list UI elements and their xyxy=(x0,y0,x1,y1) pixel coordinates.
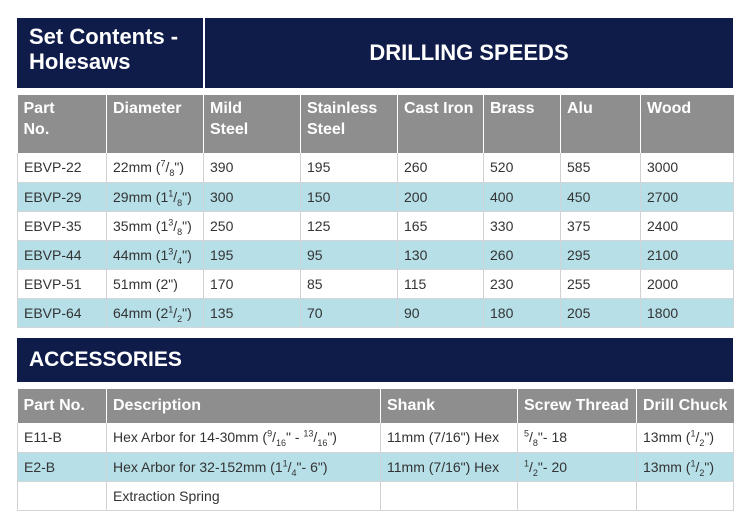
accessories-table xyxy=(17,389,734,511)
speed-table-body xyxy=(18,153,734,327)
stainless-steel-speed: 95 xyxy=(307,246,323,263)
fraction-slash: / xyxy=(272,429,276,446)
wood-speed-cell xyxy=(641,153,734,182)
description-cell xyxy=(107,481,381,510)
accessories-heading xyxy=(17,338,733,382)
column-header-line1: Diameter xyxy=(113,100,182,117)
screw-thread: "- 18 xyxy=(537,429,568,446)
diameter-mm: 29mm ( xyxy=(113,188,161,205)
table-row xyxy=(18,298,734,327)
diameter-mm: 35mm ( xyxy=(113,217,161,234)
diameter-fraction xyxy=(168,216,183,237)
column-header: Description xyxy=(107,389,381,423)
alu-speed: 450 xyxy=(567,188,591,205)
column-header-line2: Steel xyxy=(307,121,346,138)
stainless-steel-speed-cell xyxy=(301,269,398,298)
description: Hex Arbor for 32-152mm (1 xyxy=(113,458,283,475)
diameter-cell xyxy=(107,240,204,269)
column-header xyxy=(641,95,734,153)
diameter-mm: 64mm ( xyxy=(113,304,161,321)
mild-steel-speed: 250 xyxy=(210,217,234,234)
part-number-cell xyxy=(18,481,107,510)
fraction-slash: / xyxy=(287,458,292,475)
fraction-numerator: 7 xyxy=(160,158,166,169)
fraction-numerator: 1 xyxy=(282,457,288,468)
brass-speed: 400 xyxy=(490,188,514,205)
set-contents-line1: Set Contents - xyxy=(29,24,179,49)
fraction-numerator: 5 xyxy=(524,428,530,439)
wood-speed: 2000 xyxy=(647,275,679,292)
part-number-cell xyxy=(18,298,107,327)
fraction-denominator: 8 xyxy=(177,226,183,237)
fraction-slash: / xyxy=(695,458,700,475)
wood-speed-cell xyxy=(641,269,734,298)
diameter-close: ") xyxy=(182,188,192,205)
diameter-mm: 44mm ( xyxy=(113,246,161,263)
column-header: Screw Thread xyxy=(518,389,637,423)
column-header-line1: Part xyxy=(23,100,55,117)
drill-chuck-fraction xyxy=(690,457,705,478)
table-row xyxy=(18,182,734,211)
diameter-close: ") xyxy=(174,159,185,176)
drill-chuck-close: ") xyxy=(704,458,715,475)
column-header xyxy=(204,95,301,153)
cast-iron-speed: 165 xyxy=(404,217,428,234)
stainless-steel-speed: 195 xyxy=(307,159,331,176)
column-header-line1: Cast Iron xyxy=(404,100,474,117)
alu-speed-cell xyxy=(561,298,641,327)
cast-iron-speed-cell xyxy=(398,182,484,211)
fraction-numerator: 9 xyxy=(267,428,273,439)
diameter-close: ") xyxy=(182,304,192,321)
diameter-close: ") xyxy=(182,217,192,234)
column-header-line1: Alu xyxy=(567,100,593,117)
fraction-denominator: 8 xyxy=(532,438,538,449)
description-fraction xyxy=(303,428,328,449)
alu-speed-cell xyxy=(561,153,641,182)
fraction-denominator: 8 xyxy=(169,168,175,179)
diameter-cell xyxy=(107,153,204,182)
accessories-table-header xyxy=(18,389,734,423)
cast-iron-speed-cell xyxy=(398,211,484,240)
fraction-slash: / xyxy=(165,159,170,176)
alu-speed: 205 xyxy=(567,304,591,321)
brass-speed-cell xyxy=(484,240,561,269)
description-end: ") xyxy=(327,429,337,446)
diameter-fraction xyxy=(168,245,183,266)
set-contents-heading xyxy=(17,18,203,88)
table-row xyxy=(18,269,734,298)
accessories-title: ACCESSORIES xyxy=(29,348,182,371)
description-mid: "- 6") xyxy=(296,458,328,475)
diameter-cell xyxy=(107,182,204,211)
part-number: EBVP-51 xyxy=(24,275,82,292)
diameter-close: ") xyxy=(182,246,192,263)
cast-iron-speed: 260 xyxy=(404,159,428,176)
alu-speed: 255 xyxy=(567,275,591,292)
screw-thread-cell xyxy=(518,452,637,481)
cast-iron-speed-cell xyxy=(398,153,484,182)
screw-thread: "- 20 xyxy=(537,458,568,475)
cast-iron-speed: 90 xyxy=(404,304,420,321)
shank-cell xyxy=(381,423,518,452)
brass-speed: 520 xyxy=(490,159,514,176)
mild-steel-speed-cell xyxy=(204,211,301,240)
stainless-steel-speed: 70 xyxy=(307,304,323,321)
stainless-steel-speed-cell xyxy=(301,211,398,240)
drilling-speeds-heading xyxy=(203,18,733,88)
shank-cell xyxy=(381,481,518,510)
shank: 11mm (7/16") Hex xyxy=(387,429,500,446)
mild-steel-speed: 195 xyxy=(210,246,234,263)
cast-iron-speed: 115 xyxy=(404,275,427,292)
part-number: EBVP-44 xyxy=(24,246,82,263)
drill-chuck-cell xyxy=(637,452,734,481)
diameter-whole-inch: 1 xyxy=(160,188,169,205)
cast-iron-speed-cell xyxy=(398,240,484,269)
column-header-line1: Mild xyxy=(210,100,242,117)
drill-chuck-cell xyxy=(637,481,734,510)
fraction-denominator: 8 xyxy=(177,197,183,208)
fraction-slash: / xyxy=(173,246,178,263)
diameter-whole-inch: 2 xyxy=(160,304,169,321)
fraction-numerator: 3 xyxy=(168,216,174,227)
part-number: E2-B xyxy=(24,458,56,475)
screw-thread-fraction xyxy=(524,428,538,449)
fraction-slash: / xyxy=(529,429,533,446)
wood-speed: 2400 xyxy=(647,217,679,234)
fraction-numerator: 1 xyxy=(168,303,174,314)
brass-speed: 260 xyxy=(490,246,514,263)
fraction-slash: / xyxy=(173,217,178,234)
table-row xyxy=(18,452,734,481)
shank-cell xyxy=(381,452,518,481)
column-header: Part No. xyxy=(18,389,107,423)
column-header xyxy=(398,95,484,153)
diameter-fraction xyxy=(168,187,183,208)
part-number: EBVP-35 xyxy=(24,217,82,234)
drill-chuck-fraction xyxy=(690,428,705,449)
wood-speed-cell xyxy=(641,182,734,211)
mild-steel-speed-cell xyxy=(204,269,301,298)
brass-speed-cell xyxy=(484,211,561,240)
mild-steel-speed: 170 xyxy=(210,275,234,292)
part-number-cell xyxy=(18,211,107,240)
fraction-denominator: 2 xyxy=(699,438,705,449)
diameter-cell xyxy=(107,269,204,298)
fraction-slash: / xyxy=(173,304,178,321)
diameter-mm: 22mm ( xyxy=(113,159,161,176)
brass-speed-cell xyxy=(484,269,561,298)
cast-iron-speed: 130 xyxy=(404,246,428,263)
mild-steel-speed-cell xyxy=(204,298,301,327)
mild-steel-speed-cell xyxy=(204,182,301,211)
part-number: EBVP-22 xyxy=(24,159,82,176)
column-header: Shank xyxy=(381,389,518,423)
fraction-numerator: 1 xyxy=(690,457,696,468)
brass-speed: 330 xyxy=(490,217,514,234)
accessories-table-body xyxy=(18,423,734,510)
alu-speed-cell xyxy=(561,182,641,211)
part-number-cell xyxy=(18,240,107,269)
drill-chuck: 13mm ( xyxy=(643,429,691,446)
table-row xyxy=(18,240,734,269)
screw-thread-cell xyxy=(518,423,637,452)
column-header xyxy=(107,95,204,153)
stainless-steel-speed-cell xyxy=(301,153,398,182)
cast-iron-speed-cell xyxy=(398,298,484,327)
fraction-denominator: 4 xyxy=(291,467,297,478)
fraction-denominator: 2 xyxy=(177,313,183,324)
diameter-whole-inch: 1 xyxy=(160,246,169,263)
column-header xyxy=(484,95,561,153)
table-row xyxy=(18,211,734,240)
diameter-whole-inch: 1 xyxy=(160,217,169,234)
column-header-line2: No. xyxy=(23,121,50,138)
fraction-numerator: 13 xyxy=(303,428,314,439)
cast-iron-speed: 200 xyxy=(404,188,428,205)
fraction-numerator: 3 xyxy=(168,245,174,256)
fraction-slash: / xyxy=(529,458,533,475)
fraction-denominator: 4 xyxy=(177,255,183,266)
stainless-steel-speed: 150 xyxy=(307,188,331,205)
drill-chuck-close: ") xyxy=(704,429,715,446)
alu-speed-cell xyxy=(561,269,641,298)
description: Hex Arbor for 14-30mm ( xyxy=(113,429,268,446)
alu-speed: 585 xyxy=(567,159,591,176)
column-header-line1: Wood xyxy=(647,100,692,117)
description-cell xyxy=(107,452,381,481)
mild-steel-speed: 390 xyxy=(210,159,234,176)
column-header xyxy=(18,95,107,153)
diameter-fraction xyxy=(168,303,183,324)
part-number-cell xyxy=(18,153,107,182)
fraction-numerator: 1 xyxy=(168,187,174,198)
wood-speed-cell xyxy=(641,240,734,269)
drill-chuck-cell xyxy=(637,423,734,452)
diameter-mm: 51mm (2") xyxy=(113,275,178,292)
cast-iron-speed-cell xyxy=(398,269,484,298)
mild-steel-speed-cell xyxy=(204,153,301,182)
alu-speed-cell xyxy=(561,211,641,240)
set-contents-line2: Holesaws xyxy=(29,49,131,74)
wood-speed: 3000 xyxy=(647,159,679,176)
wood-speed: 2700 xyxy=(647,188,679,205)
part-number: E11-B xyxy=(24,429,62,446)
diameter-fraction xyxy=(160,158,175,179)
description-mid: " - xyxy=(285,429,304,446)
fraction-slash: / xyxy=(695,429,700,446)
screw-thread-fraction xyxy=(524,457,538,478)
part-number-cell xyxy=(18,269,107,298)
alu-speed: 295 xyxy=(567,246,591,263)
drilling-speeds-table xyxy=(17,95,734,328)
table-row xyxy=(18,423,734,452)
brass-speed-cell xyxy=(484,153,561,182)
fraction-slash: / xyxy=(313,429,318,446)
stainless-steel-speed-cell xyxy=(301,240,398,269)
stainless-steel-speed-cell xyxy=(301,298,398,327)
fraction-denominator: 2 xyxy=(532,467,538,478)
drilling-speeds-title: DRILLING SPEEDS xyxy=(369,40,569,65)
drill-chuck: 13mm ( xyxy=(643,458,691,475)
part-number-cell xyxy=(18,423,107,452)
mild-steel-speed: 300 xyxy=(210,188,234,205)
part-number-cell xyxy=(18,182,107,211)
stainless-steel-speed-cell xyxy=(301,182,398,211)
column-header: Drill Chuck xyxy=(637,389,734,423)
wood-speed: 2100 xyxy=(647,246,679,263)
speed-table-header xyxy=(18,95,734,153)
description: Extraction Spring xyxy=(113,487,220,504)
description-cell xyxy=(107,423,381,452)
alu-speed-cell xyxy=(561,240,641,269)
brass-speed: 230 xyxy=(490,275,514,292)
column-header xyxy=(301,95,398,153)
wood-speed-cell xyxy=(641,298,734,327)
part-number: EBVP-64 xyxy=(24,304,82,321)
table-row xyxy=(18,481,734,510)
wood-speed-cell xyxy=(641,211,734,240)
description-fraction xyxy=(282,457,297,478)
diameter-cell xyxy=(107,298,204,327)
alu-speed: 375 xyxy=(567,217,591,234)
table-row xyxy=(18,153,734,182)
brass-speed-cell xyxy=(484,182,561,211)
diameter-cell xyxy=(107,211,204,240)
mild-steel-speed: 135 xyxy=(210,304,234,321)
screw-thread-cell xyxy=(518,481,637,510)
fraction-slash: / xyxy=(173,188,178,205)
fraction-numerator: 1 xyxy=(690,428,696,439)
column-header-line1: Brass xyxy=(490,100,535,117)
column-header-line2: Steel xyxy=(210,121,249,138)
brass-speed: 180 xyxy=(490,304,514,321)
column-header-line1: Stainless xyxy=(307,100,378,117)
column-header xyxy=(561,95,641,153)
wood-speed: 1800 xyxy=(647,304,679,321)
stainless-steel-speed: 125 xyxy=(307,217,331,234)
fraction-denominator: 16 xyxy=(275,438,286,449)
part-number-cell xyxy=(18,452,107,481)
fraction-denominator: 16 xyxy=(317,438,328,449)
description-fraction xyxy=(267,428,286,449)
fraction-denominator: 2 xyxy=(699,467,705,478)
brass-speed-cell xyxy=(484,298,561,327)
shank: 11mm (7/16") Hex xyxy=(387,458,500,475)
fraction-numerator: 1 xyxy=(524,457,530,468)
stainless-steel-speed: 85 xyxy=(307,275,323,292)
part-number: EBVP-29 xyxy=(24,188,82,205)
mild-steel-speed-cell xyxy=(204,240,301,269)
